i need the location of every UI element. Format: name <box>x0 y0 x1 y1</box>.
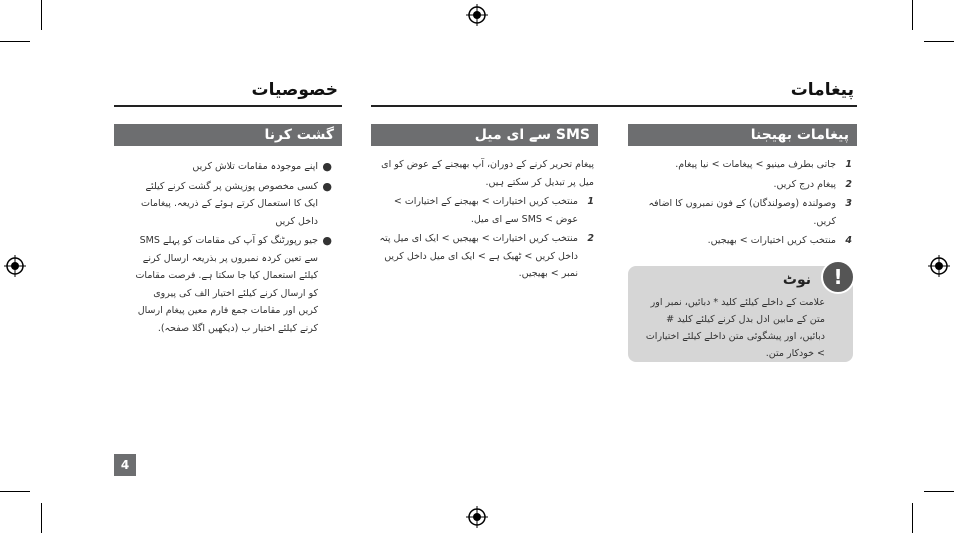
list-item: 2 پیغام درج کریں. <box>773 178 852 190</box>
list-item: 1 منتخب کریں اختیارات > بھیجنے کے اختیارات > عوض > SMS سے ای میل. <box>393 196 594 225</box>
list-item: 3 وصولندہ (وصولندگان) کے فون نمبروں کا اضافہ کریں. <box>648 198 852 227</box>
list-item: ● کسی مخصوص پوزیشن پر گشت کرنے کیلئے ایک کا استعمال کرتے ہوئے کے ذریعہ. پیغامات داخل کریں <box>141 179 332 227</box>
note-box <box>628 266 853 362</box>
page-title-features: خصوصیات <box>251 80 338 100</box>
bullet-icon: ● <box>322 160 332 173</box>
page-number: 4 <box>114 454 136 476</box>
crop-mark <box>912 0 913 30</box>
registration-mark-icon <box>4 255 26 277</box>
note-text: علامت کے داخلے کیلئے کلید * دبائیں، نمبر اور متن کے مابین ادل بدل کرنے کیلئے کلید # دبائیں، اور پیشگوئی متن داخلے کیلئے اختیارات > خودکار متن. <box>645 297 825 359</box>
send-messages-steps <box>628 156 852 252</box>
page-title-messages: پیغامات <box>790 80 854 100</box>
registration-mark-icon <box>466 4 488 26</box>
section-header-sms-to-email: SMS سے ای میل <box>371 124 598 146</box>
crop-mark <box>0 41 30 42</box>
list-item: 4 منتخب کریں اختیارات > بھیجیں. <box>707 235 852 246</box>
list-item: ● اپنے موجودہ مقامات تلاش کریں <box>134 158 334 176</box>
section-header-navigation: گشت کرنا <box>114 124 342 146</box>
title-rule <box>114 105 342 107</box>
crop-mark <box>0 491 30 492</box>
note-title: نوٹ <box>782 272 811 288</box>
list-item: 1 جاتی بطرف مینیو > پیغامات > نیا پیغام. <box>675 159 852 170</box>
crop-mark <box>924 491 954 492</box>
section-header-send-messages: پیغامات بھیجنا <box>628 124 857 146</box>
bullet-icon: ● <box>322 179 332 193</box>
sms-to-email-content <box>378 156 594 285</box>
navigation-features-list <box>134 158 334 339</box>
list-item: 2 منتخب کریں اختیارات > بھیجیں > ایک ای میل پتہ داخل کریں > ٹھیک ہے > ایک ای میل داخل کریں نمبر > بھیجیں. <box>379 233 594 279</box>
list-item: ● جیو رپورٹنگ کو آپ کی مقامات کو پہلے SMS سے تعین کردہ نمبروں پر بذریعہ ارسال کرنے کیلئے استعمال کیا جا سکتا ہے. فرصت مقامات کو ارسال کرنے کیلئے اختیار الف کی پیروی کریں اور مقامات جمع فارم معین پیغام ارسال کرنے کیلئے اختیار ب (دیکھیں اگلا صفحہ). <box>135 234 332 334</box>
sms-intro-text: پیغام تحریر کرنے کے دوران، آپ بھیجنے کے عوض کو ای میل پر تبدیل کر سکتے ہیں. <box>381 159 594 188</box>
title-rule <box>371 105 857 107</box>
crop-mark <box>912 503 913 533</box>
crop-mark <box>924 41 954 42</box>
registration-mark-icon <box>466 506 488 528</box>
bullet-icon: ● <box>322 234 332 247</box>
exclamation-icon: ! <box>821 260 855 294</box>
registration-mark-icon <box>928 255 950 277</box>
crop-mark <box>41 503 42 533</box>
crop-mark <box>41 0 42 30</box>
